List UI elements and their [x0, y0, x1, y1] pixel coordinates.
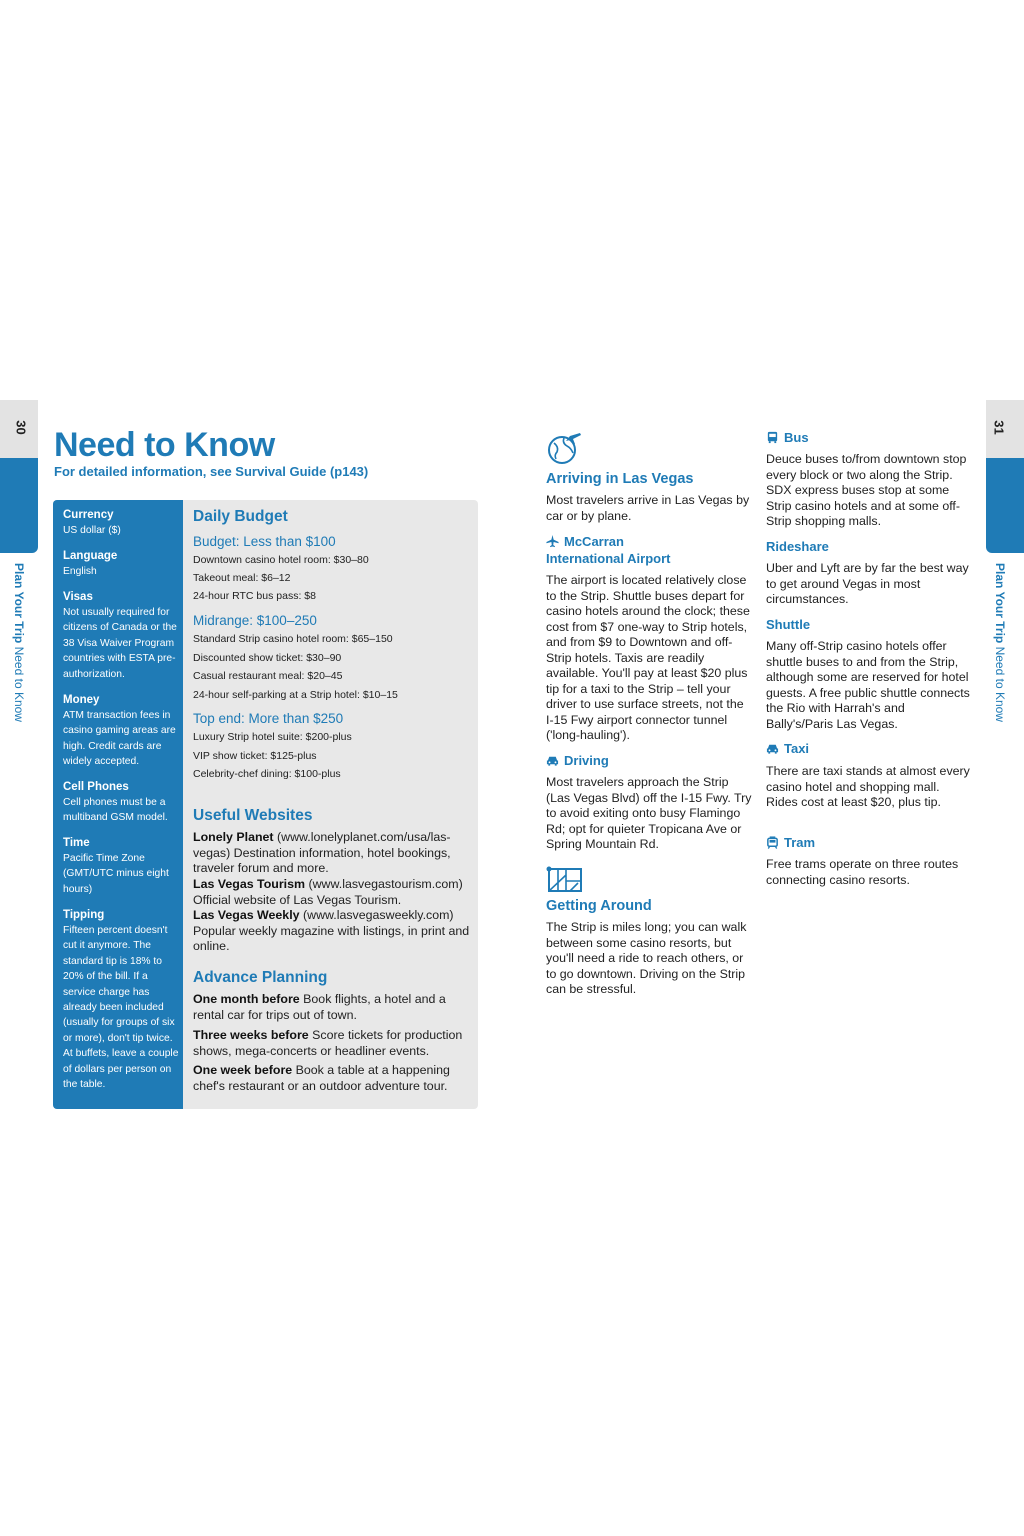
fact-visas — [63, 591, 179, 682]
arriving-intro: Most travelers arrive in Las Vegas by car or by plane. — [546, 493, 750, 523]
rideshare-heading: Rideshare — [766, 539, 829, 554]
fact-heading: Currency — [63, 509, 114, 521]
fact-text: Not usually required for citizens of Canada or the 38 Visa Waiver Program countries with ESTA pre-authorization. — [63, 607, 177, 680]
bus-text: Deuce buses to/from downtown stop every block or two along the Strip. SDX express buses stop at some Strip casino hotels and at some off-Strip shopping malls. — [766, 452, 967, 528]
tram-text: Free trams operate on three routes connecting casino resorts. — [766, 857, 959, 887]
taxi-label: Taxi — [784, 741, 810, 756]
website-entry — [193, 830, 473, 877]
plane-icon — [546, 535, 559, 548]
fact-tipping — [63, 909, 179, 1092]
globe-plane-icon — [546, 430, 584, 466]
planning-entry — [193, 992, 473, 1023]
website-desc: (www.lasvegasweekly.com) Popular weekly magazine with listings, in print and online. — [193, 908, 470, 953]
arriving-heading: Arriving in Las Vegas — [546, 471, 694, 487]
tram-label: Tram — [784, 835, 816, 850]
right-tab-marker — [986, 458, 1024, 553]
fact-heading: Money — [63, 694, 100, 706]
fact-time — [63, 837, 179, 897]
airport-heading-line1: McCarran — [564, 534, 624, 549]
fact-text: English — [63, 566, 97, 577]
fact-text: ATM transaction fees in casino gaming areas are high. Credit cards are widely accepted. — [63, 710, 176, 768]
budget-item: Downtown casino hotel room: $30–80 — [193, 554, 369, 566]
left-tab-marker — [0, 458, 38, 553]
page-title: Need to Know — [54, 426, 275, 464]
planning-entry — [193, 1028, 473, 1059]
driving-text: Most travelers approach the Strip (Las Vegas Blvd) off the I-15 Fwy. Try to avoid exiting onto busy Flamingo Rd; opt for quieter Tropicana Ave or Spring Mountain Rd. — [546, 775, 752, 851]
airport-text: The airport is located relatively close to the Strip. Shuttle buses depart for casino hotels around the clock; these cost from $7 one-way to Strip hotels, and from $9 to Downtown and off-Strip hotels. Taxis are readily available. You'll pay at least $20 plus tip for a taxi to the Strip – tell your driver to use surface streets, not the I-15 Fwy airport connector tunnel ('long-hauling'). — [546, 573, 750, 742]
right-page-number: 31 — [991, 420, 1007, 435]
section-sub-label: Need to Know — [12, 646, 26, 722]
top-end-tier-heading — [193, 711, 343, 726]
fact-heading: Cell Phones — [63, 781, 129, 793]
fact-text: US dollar ($) — [63, 525, 121, 536]
planning-desc: Book a table at a happening chef's restaurant or an outdoor adventure tour. — [193, 1063, 450, 1093]
tier-label: Top end: More than $250 — [193, 711, 344, 726]
driving-label: Driving — [564, 753, 609, 768]
right-section-label — [993, 563, 1007, 722]
left-section-label — [12, 563, 26, 722]
shuttle-text: Many off-Strip casino hotels offer shuttle buses to and from the Strip, although some are reserved for hotel guests. A free public shuttle connects the Rio with Harrah's and Bally's/Paris Las Vegas. — [766, 639, 970, 731]
budget-item: Luxury Strip hotel suite: $200-plus — [193, 731, 352, 743]
planning-entry — [193, 1063, 473, 1094]
fact-currency — [63, 509, 179, 538]
route-map-icon — [546, 865, 584, 895]
website-name: Lonely Planet — [193, 830, 274, 844]
budget-tier-heading — [193, 534, 336, 549]
bus-icon — [766, 431, 779, 444]
budget-item: Casual restaurant meal: $20–45 — [193, 670, 343, 682]
website-entry — [193, 908, 473, 955]
planning-when: One month before — [193, 992, 300, 1006]
website-entry — [193, 877, 473, 908]
fact-language — [63, 550, 179, 579]
fact-money — [63, 694, 179, 770]
getting-around-text: The Strip is miles long; you can walk between some casino resorts, but you'll need a ride to reach others, or to go downtown. Driving on the Strip can be stressful. — [546, 920, 747, 996]
fact-heading: Visas — [63, 591, 93, 603]
budget-item: Standard Strip casino hotel room: $65–150 — [193, 633, 393, 645]
budget-item: Celebrity-chef dining: $100-plus — [193, 768, 341, 780]
taxi-icon — [766, 742, 779, 755]
tier-label: Budget: Less than $100 — [193, 534, 336, 549]
daily-budget-heading: Daily Budget — [193, 508, 288, 525]
midrange-tier-heading — [193, 613, 317, 628]
website-desc: (www.lasvegastourism.com) Official website of Las Vegas Tourism. — [193, 877, 463, 907]
rideshare-text: Uber and Lyft are by far the best way to get around Vegas in most circumstances. — [766, 561, 969, 606]
airport-heading — [546, 534, 624, 549]
taxi-heading — [766, 741, 809, 756]
car-icon — [546, 754, 559, 767]
website-name: Las Vegas Tourism — [193, 877, 306, 891]
need-to-know-box — [53, 500, 478, 1109]
fact-heading: Language — [63, 550, 118, 562]
website-name: Las Vegas Weekly — [193, 908, 300, 922]
budget-item: Takeout meal: $6–12 — [193, 572, 291, 584]
budget-item: VIP show ticket: $125-plus — [193, 750, 317, 762]
useful-websites-heading: Useful Websites — [193, 807, 313, 824]
fact-text: Fifteen percent doesn't cut it anymore. The standard tip is 18% to 20% of the bill. If a service charge has already been included (usually for groups of six or more), don't tip twice. At buffets, leave a couple of dollars per person on the table. — [63, 925, 179, 1091]
taxi-text: There are taxi stands at almost every casino hotel and shopping mall. Rides cost at least $20, plus tip. — [766, 764, 970, 809]
bus-heading — [766, 430, 809, 445]
planning-desc: Book flights, a hotel and a rental car for trips out of town. — [193, 992, 446, 1022]
tram-icon — [766, 836, 779, 849]
website-desc: (www.lonelyplanet.com/usa/las-vegas) Destination information, hotel bookings, traveler forum and more. — [193, 830, 451, 875]
planning-desc: Score tickets for production shows, mega-concerts or headliner events. — [193, 1028, 463, 1058]
getting-around-heading: Getting Around — [546, 898, 652, 914]
advance-planning-heading: Advance Planning — [193, 969, 328, 986]
budget-item: 24-hour RTC bus pass: $8 — [193, 590, 316, 602]
fact-heading: Time — [63, 837, 90, 849]
fact-cell-phones — [63, 781, 179, 826]
quick-facts-panel — [53, 500, 183, 1109]
fact-heading: Tipping — [63, 909, 105, 921]
driving-heading — [546, 753, 609, 768]
planning-when: One week before — [193, 1063, 293, 1077]
tram-heading — [766, 835, 815, 850]
tier-label: Midrange: $100–250 — [193, 613, 317, 628]
page-subtitle: For detailed information, see Survival Guide (p143) — [54, 464, 369, 479]
airport-heading-line2: International Airport — [546, 551, 671, 566]
left-page-number: 30 — [13, 420, 29, 435]
fact-text: Cell phones must be a multiband GSM model. — [63, 797, 168, 824]
budget-item: Discounted show ticket: $30–90 — [193, 652, 342, 664]
section-main-label: Plan Your Trip — [12, 563, 26, 644]
shuttle-heading: Shuttle — [766, 617, 811, 632]
fact-text: Pacific Time Zone (GMT/UTC minus eight hours) — [63, 853, 169, 895]
section-sub-label: Need to Know — [993, 646, 1007, 722]
planning-when: Three weeks before — [193, 1028, 309, 1042]
bus-label: Bus — [784, 430, 809, 445]
budget-item: 24-hour self-parking at a Strip hotel: $10–15 — [193, 689, 398, 701]
section-main-label: Plan Your Trip — [993, 563, 1007, 644]
